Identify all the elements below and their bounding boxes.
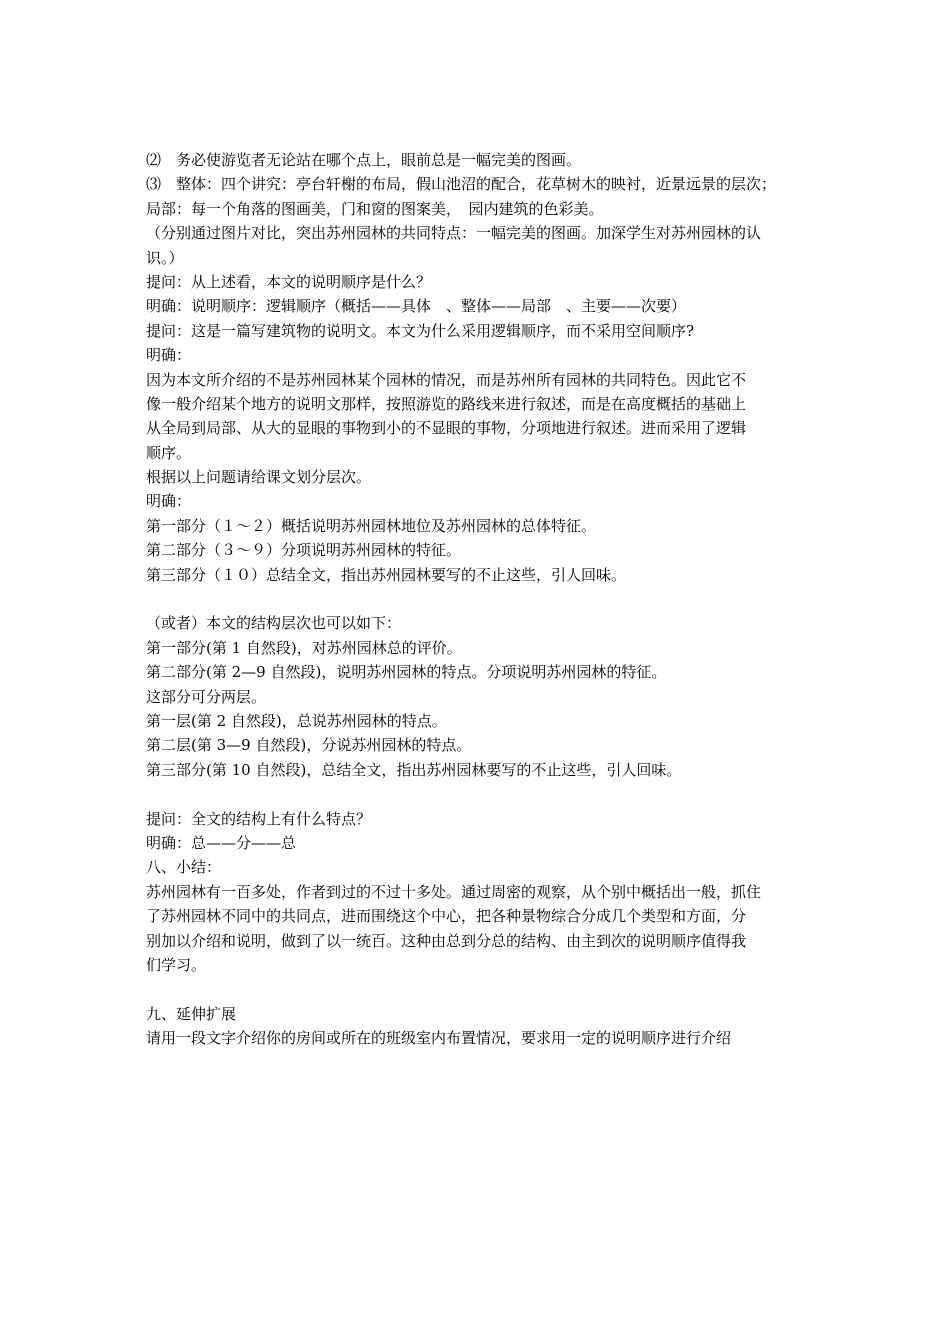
section-alternative-structure <box>146 611 810 782</box>
blank-line <box>146 782 810 806</box>
text-line: 第二层(第 3—9 自然段)，分说苏州园林的特点。 <box>146 736 472 755</box>
text-line: 第一部分（１～２）概括说明苏州园林地位及苏州园林的总体特征。 <box>146 516 597 535</box>
text-line: 明确： <box>146 346 192 365</box>
text-line: 第二部分(第 2—9 自然段)，说明苏州园林的特点。分项说明苏州园林的特征。 <box>146 663 667 682</box>
text-line: ⑵ 务必使游览者无论站在哪个点上，眼前总是一幅完美的图画。 <box>146 151 582 169</box>
text-line: 提问：这是一篇写建筑物的说明文。本文为什么采用逻辑顺序，而不采用空间顺序? <box>146 321 695 340</box>
text-line: 明确：总——分——总 <box>146 833 297 852</box>
text-line: 顺序。 <box>146 443 192 462</box>
text-line: 提问：全文的结构上有什么特点？ <box>146 809 372 828</box>
text-line: （或者）本文的结构层次也可以如下： <box>146 614 402 633</box>
text-line: 第一层(第 2 自然段)，总说苏州园林的特点。 <box>146 711 447 730</box>
text-line: 第二部分（３～９）分项说明苏州园林的特征。 <box>146 541 462 560</box>
section-summary <box>146 807 810 978</box>
text-line: 识。） <box>146 248 184 267</box>
text-line: 明确： <box>146 492 192 511</box>
text-line: 提问：从上述看，本文的说明顺序是什么？ <box>146 272 432 291</box>
text-line: 了苏州园林不同中的共同点，进而围绕这个中心，把各种景物综合分成几个类型和方面，分 <box>146 907 747 926</box>
text-line: 第三部分(第 10 自然段)，总结全文，指出苏州园林要写的不止这些，引人回味。 <box>146 760 682 779</box>
text-line: 根据以上问题请给课文划分层次。 <box>146 468 372 487</box>
section-extension <box>146 1002 810 1051</box>
section-heading: 八、小结： <box>146 858 222 877</box>
section-heading: 九、延伸扩展 <box>146 1004 237 1023</box>
text-line: （分别通过图片对比，突出苏州园林的共同特点：一幅完美的图画。加深学生对苏州园林的认 <box>146 224 762 243</box>
text-line: 第三部分（１０）总结全文，指出苏州园林要写的不止这些，引人回味。 <box>146 565 627 584</box>
text-line: 像一般介绍某个地方的说明文那样，按照游览的路线来进行叙述，而是在高度概括的基础上 <box>146 394 747 413</box>
text-line: 从全局到局部、从大的显眼的事物到小的不显眼的事物，分项地进行叙述。进而采用了逻辑 <box>146 419 747 438</box>
text-line: 请用一段文字介绍你的房间或所在的班级室内布置情况，要求用一定的说明顺序进行介绍 <box>146 1029 732 1048</box>
text-line: 们学习。 <box>146 955 207 974</box>
blank-line <box>146 977 810 1001</box>
section-top <box>146 148 810 587</box>
text-line: 别加以介绍和说明，做到了以一统百。这种由总到分总的结构、由主到次的说明顺序值得我 <box>146 931 747 950</box>
text-line: 因为本文所介绍的不是苏州园林某个园林的情况，而是苏州所有园林的共同特色。因此它不 <box>146 370 747 389</box>
blank-line <box>146 587 810 611</box>
text-line: ⑶ 整体：四个讲究：亭台轩榭的布局，假山池沼的配合，花草树木的映衬，近景远景的层次； <box>146 175 777 194</box>
text-line: 这部分可分两层。 <box>146 687 267 706</box>
text-line: 局部：每一个角落的图画美，门和窗的图案美， 园内建筑的色彩美。 <box>146 199 604 218</box>
text-line: 第一部分(第 1 自然段)，对苏州园林总的评价。 <box>146 638 462 657</box>
text-line: 明确：说明顺序：逻辑顺序（概括——具体 、整体——局部 、主要——次要） <box>146 297 687 316</box>
text-line: 苏州园林有一百多处，作者到过的不过十多处。通过周密的观察，从个别中概括出一般，抓住 <box>146 882 762 901</box>
document-page <box>146 148 810 1050</box>
